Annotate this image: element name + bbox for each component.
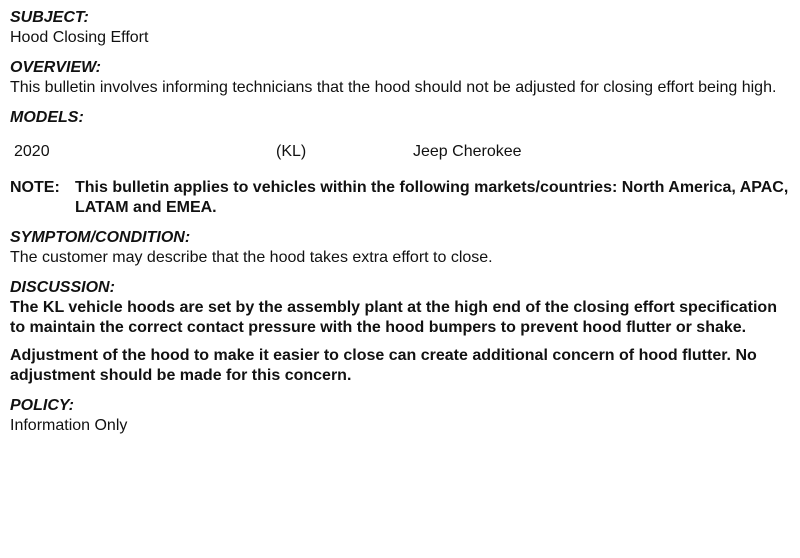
- symptom-text: The customer may describe that the hood takes extra effort to close.: [10, 249, 493, 266]
- overview-heading: OVERVIEW:: [10, 59, 101, 76]
- policy-section: [10, 396, 795, 436]
- subject-text: Hood Closing Effort: [10, 29, 149, 46]
- policy-text: Information Only: [10, 417, 128, 434]
- overview-text: This bulletin involves informing technicians that the hood should not be adjusted for closing effort being high.: [10, 79, 777, 96]
- policy-heading: POLICY:: [10, 397, 75, 414]
- models-section: [10, 108, 795, 162]
- subject-heading: SUBJECT:: [10, 9, 89, 26]
- subject-section: [10, 8, 795, 48]
- note-block: [10, 178, 795, 218]
- model-name: Jeep Cherokee: [413, 143, 522, 160]
- symptom-heading: SYMPTOM/CONDITION:: [10, 229, 191, 246]
- discussion-section: [10, 278, 795, 386]
- discussion-paragraph-1: The KL vehicle hoods are set by the assembly plant at the high end of the closing effort specification to maintain the correct contact pressure with the hood bumpers to prevent hood flutter or shake.: [10, 299, 777, 336]
- note-text: This bulletin applies to vehicles within the following markets/countries: North America, APAC, LATAM and EMEA.: [75, 179, 789, 216]
- model-year: 2020: [14, 143, 50, 160]
- model-code: (KL): [276, 143, 307, 160]
- symptom-section: [10, 228, 795, 268]
- note-label: NOTE:: [10, 179, 60, 196]
- overview-section: [10, 58, 795, 98]
- discussion-paragraph-2: Adjustment of the hood to make it easier to close can create additional concern of hood flutter. No adjustment should be made for this concern.: [10, 347, 757, 384]
- service-bulletin: [10, 8, 795, 436]
- models-heading: MODELS:: [10, 109, 84, 126]
- models-row: [14, 142, 795, 162]
- discussion-heading: DISCUSSION:: [10, 279, 115, 296]
